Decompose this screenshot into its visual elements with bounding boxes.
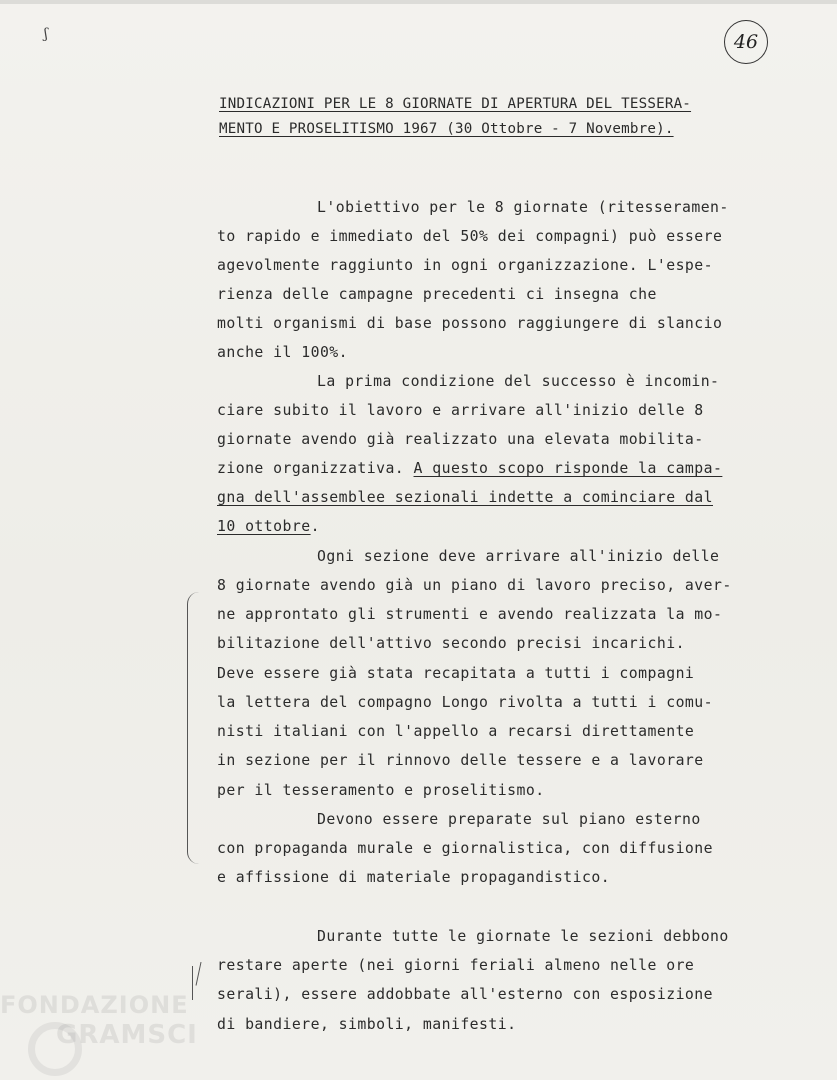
underlined-text: A questo scopo risponde la campa- (413, 460, 723, 477)
text-line: agevolmente raggiunto in ogni organizzazione. L'espe- (217, 257, 713, 274)
text-line: ciare subito il lavoro e arrivare all'inizio delle 8 (217, 402, 704, 419)
text-line: di bandiere, simboli, manifesti. (217, 1016, 517, 1033)
text-line (217, 518, 320, 535)
text-line: e affissione di materiale propagandistico. (217, 869, 611, 886)
title-line-1: INDICAZIONI PER LE 8 GIORNATE DI APERTURA DEL TESSERA- (219, 96, 692, 112)
text-line: giornate avendo già realizzato una elevata mobilita- (217, 431, 704, 448)
title-line-2: MENTO E PROSELITISMO 1967 (30 Ottobre - 7 Novembre). (219, 121, 674, 137)
text-line: Ogni sezione deve arrivare all'inizio delle (317, 548, 720, 565)
page-edge (0, 0, 837, 4)
text-line: bilitazione dell'attivo secondo precisi incarichi. (217, 635, 685, 652)
text-line: la lettera del compagno Longo rivolta a tutti i comu- (217, 694, 713, 711)
watermark-line-2: GRAMSCI (56, 1020, 198, 1050)
text-line: to rapido e immediato del 50% dei compagni) può essere (217, 228, 723, 245)
document-title (219, 92, 759, 142)
text-line: in sezione per il rinnovo delle tessere e a lavorare (217, 752, 704, 769)
text-segment: zione organizzativa. (217, 460, 414, 477)
text-line (217, 460, 722, 477)
text-line: molti organismi di base possono raggiungere di slancio (217, 315, 723, 332)
margin-bracket-mark (187, 592, 202, 864)
watermark-line-1: FONDAZIONE (0, 991, 189, 1019)
underlined-text-line: gna dell'assemblee sezionali indette a cominciare dal (217, 489, 713, 506)
text-line: nisti italiani con l'appello a recarsi direttamente (217, 723, 695, 740)
text-line: Deve essere già stata recapitata a tutti i compagni (217, 665, 695, 682)
corner-mark-icon: ʃ (44, 26, 48, 42)
text-line: La prima condizione del successo è incomin- (317, 373, 720, 390)
text-line: L'obiettivo per le 8 giornate (ritesseramen- (317, 199, 729, 216)
underlined-text: 10 ottobre (217, 518, 311, 535)
text-line: Devono essere preparate sul piano esterno (317, 811, 701, 828)
page-number: 46 (724, 20, 768, 64)
text-line: anche il 100%. (217, 344, 349, 361)
text-line: rienza delle campagne precedenti ci insegna che (217, 286, 657, 303)
text-line: serali), essere addobbate all'esterno con esposizione (217, 986, 713, 1003)
watermark (0, 990, 200, 1070)
text-line: 8 giornate avendo già un piano di lavoro preciso, aver- (217, 577, 732, 594)
text-line: con propaganda murale e giornalistica, con diffusione (217, 840, 713, 857)
text-line: restare aperte (nei giorni feriali almeno nelle ore (217, 957, 695, 974)
text-segment: . (310, 518, 320, 535)
text-line: Durante tutte le giornate le sezioni debbono (317, 928, 729, 945)
text-line: per il tesseramento e proselitismo. (217, 782, 545, 799)
text-line: ne approntato gli strumenti e avendo realizzata la mo- (217, 606, 723, 623)
